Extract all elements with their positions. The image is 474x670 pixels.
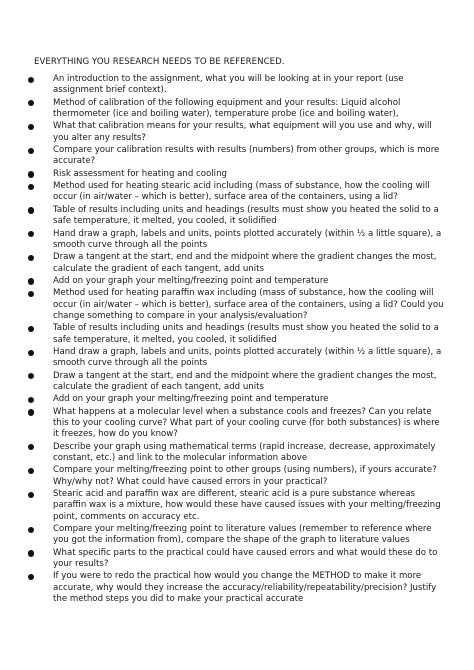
list-item [28,407,444,441]
bullet-icon [28,373,34,379]
list-item [28,121,444,144]
list-item-text: Method used for heating paraffin wax including (mass of substance, how the cooling will occur (in air/water – which is better), surface area of the containers, using a lid? Could you change something to compare in your analysis/evaluation? [53,288,444,321]
list-item [28,181,444,204]
bullet-icon [28,444,34,450]
list-item-text: What happens at a molecular level when a substance cools and freezes? Can you relate this to your cooling curve? What part of your cooling curve (for both substances) is where it freezes, how do you know? [53,406,440,440]
list-item-text: An introduction to the assignment, what you will be looking at in your report (use assignment brief context). [53,74,404,96]
list-item [28,229,444,252]
list-item [28,323,444,346]
list-item [28,465,444,488]
list-item [28,288,444,322]
requirements-list [28,74,444,605]
list-item [28,252,444,275]
bullet-icon [28,124,34,130]
list-item [28,442,444,465]
bullet-icon [28,550,34,556]
document-heading: EVERYTHING YOU RESEARCH NEEDS TO BE REFERENCED. [34,57,285,67]
list-item [28,371,444,394]
list-item [28,169,444,180]
bullet-icon [28,100,34,106]
list-item [28,98,444,121]
list-item-text: Table of results including units and headings (results must show you heated the solid to a safe temperature, it melted, you cooled, it solidified [53,323,439,345]
bullet-icon [28,255,34,261]
list-item-text: Add on your graph your melting/freezing point and temperature [53,275,329,286]
list-item-text: What that calibration means for your results, what equipment will you use and why, will you alter any results? [53,121,432,143]
list-item-text: Method of calibration of the following equipment and your results: Liquid alcohol thermometer (ice and boiling water), temperature probe (ice and boiling water), [53,97,401,119]
bullet-icon [28,326,34,332]
list-item-text: If you were to redo the practical how would you change the METHOD to make it more accurate, why would they increase the accuracy/reliability/repeatability/precision? Justify the method steps you did to make your practical accurate [53,571,437,605]
list-item-text: Table of results including units and headings (results must show you heated the solid to a safe temperature, it melted, you cooled, it solidified [53,204,439,227]
list-item [28,548,444,571]
list-item-text: Describe your graph using mathematical terms (rapid increase, decrease, approximately constant, etc.) and link to the molecular information above [53,441,436,463]
list-item [28,347,444,370]
bullet-icon [28,77,34,83]
bullet-icon [28,350,34,356]
bullet-icon [28,527,34,533]
list-item [28,276,444,287]
list-item [28,145,444,168]
bullet-icon [28,291,34,297]
bullet-icon [28,231,34,237]
bullet-icon [28,148,34,154]
list-item-text: Add on your graph your melting/freezing point and temperature [53,394,329,405]
list-item [28,205,444,228]
list-item-text: Draw a tangent at the start, end and the midpoint where the gradient changes the most, calculate the gradient of each tangent, add units [53,252,437,274]
list-item-text: Compare your melting/freezing point to other groups (using numbers), if yours accurate? Why/why not? What could have caused errors in your practical? [53,465,437,487]
list-item [28,74,444,97]
bullet-icon [28,207,34,213]
list-item-text: Compare your calibration results with results (numbers) from other groups, which is more accurate? [53,145,440,167]
bullet-icon [28,409,34,415]
list-item-text: Draw a tangent at the start, end and the midpoint where the gradient changes the most, calculate the gradient of each tangent, add units [53,370,437,392]
list-item [28,524,444,547]
bullet-icon [28,397,34,403]
bullet-icon [28,278,34,284]
list-item [28,571,444,605]
bullet-icon [28,574,34,580]
list-item-text: Hand draw a graph, labels and units, points plotted accurately (within ½ a little square), a smooth curve through all the points [53,346,442,369]
list-item [28,394,444,405]
bullet-icon [28,184,34,190]
list-item-text: Method used for heating stearic acid including (mass of substance, how the cooling will occur (in air/water – which is better), surface area of the containers, using a lid? [53,181,430,203]
bullet-icon [28,492,34,498]
bullet-icon [28,171,34,177]
list-item-text: What specific parts to the practical could have caused errors and what would these do to your results? [53,547,438,570]
list-item-text: Stearic acid and paraffin wax are different, stearic acid is a pure substance whereas paraffin wax is a mixture, how would these have caused issues with your melting/freezing point, comments on accuracy etc. [53,489,441,522]
list-item-text: Compare your melting/freezing point to literature values (remember to reference where you got the information from), compare the shape of the graph to literature values [53,524,432,546]
list-item [28,489,444,523]
list-item-text: Risk assessment for heating and cooling [53,168,227,179]
bullet-icon [28,468,34,474]
list-item-text: Hand draw a graph, labels and units, points plotted accurately (within ½ a little square), a smooth curve through all the points [53,228,442,250]
